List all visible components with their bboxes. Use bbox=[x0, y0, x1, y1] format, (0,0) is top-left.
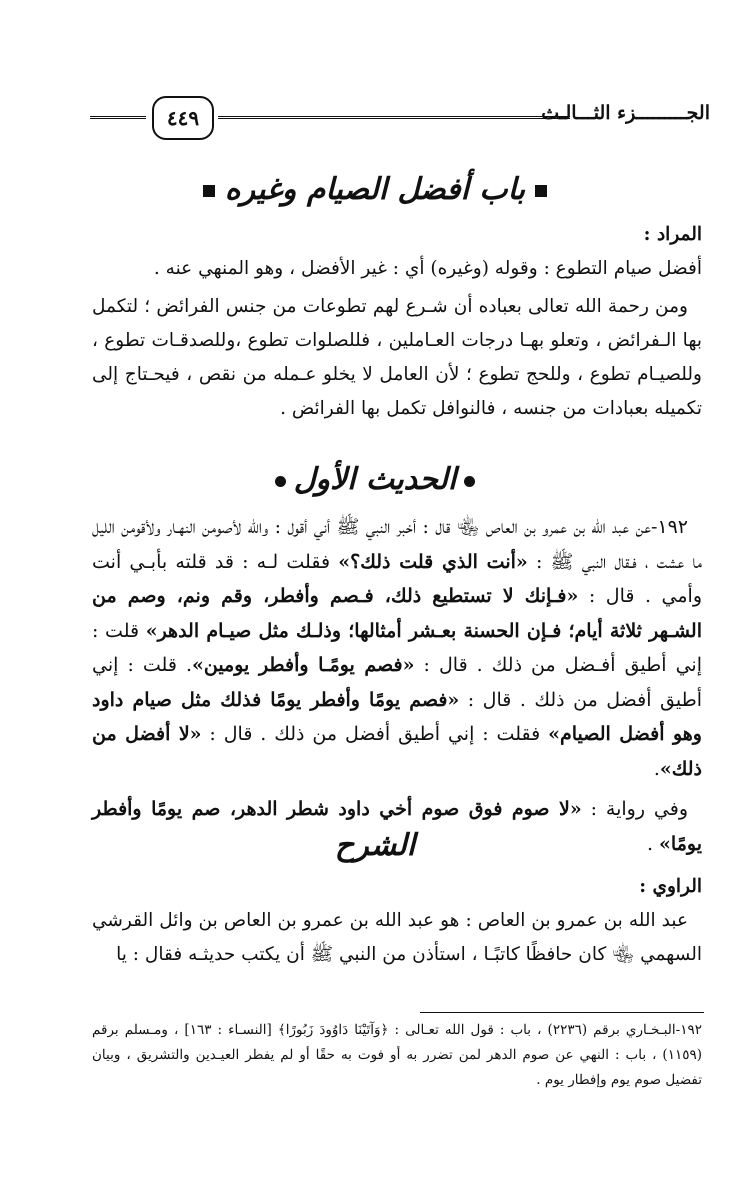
hadith-quote: «فـإنك لا تستطيع ذلك، فـصم وأفطر، وقم ونم، وصم من الشـهر ثلاثة أيام؛ فـإن الحسنة بعـشر أمثالها؛ وذلـك مثل صيـام الدهر» bbox=[92, 585, 702, 642]
hadith-quote: «أنت الذي قلت ذلك؟» bbox=[338, 550, 528, 573]
hadith-text-segment: . قلت : إني أطيق أفضل من ذلك . قال : bbox=[92, 654, 702, 711]
hadith-text-segment: فقلت : إني أطيق أفضل من ذلك . قال : bbox=[201, 723, 549, 745]
hadith-paragraph bbox=[92, 510, 702, 786]
intro-line: أفضل صيام التطوع : وقوله (وغيره) أي : غير الأفضل ، وهو المنهي عنه . bbox=[153, 258, 702, 279]
sharh-title: الشرح bbox=[334, 828, 416, 863]
page-number: ٤٤٩ bbox=[152, 96, 214, 140]
footnote-rule bbox=[420, 1012, 704, 1013]
hadith-title bbox=[0, 462, 750, 497]
header-rule bbox=[218, 116, 570, 122]
hadith-text-segment: فقلت لـه : قد قلته بأبـي أنت وأمي . قال : bbox=[92, 550, 703, 607]
rawi-label: الراوي : bbox=[639, 876, 702, 897]
hadith-quote: «فصم يومًـا وأفطر يومين» bbox=[191, 654, 415, 676]
rawi-text: عبد الله بن عمرو بن العاص : هو عبد الله بن عمرو بن العاص بن وائل القرشي السهمي ﵄ كان حافظًا كاتبًـا ، استأذن من النبي ﷺ أن يكتب حديثـه فقال : يا bbox=[92, 910, 702, 965]
dot-bullet-icon bbox=[275, 476, 286, 487]
hadith-quote: «لا أفضل من ذلك» bbox=[92, 723, 702, 780]
intro-paragraph: ومن رحمة الله تعالى بعباده أن شـرع لهم تطوعات من جنس الفرائض ؛ لتكمل بها الـفرائض ، وتعلو بهـا درجات العـاملين ، فللصلوات تطوع ،وللصدقـات تطوع ، وللصيـام تطوع ، وللحج تطوع ؛ لأن العامل لا يخلو عـمله من نقص ، فيحـتاج إلى تكميله بعبادات من جنسه ، فالنوافل تكمل بها الفرائض . bbox=[92, 296, 702, 419]
intro-section bbox=[92, 218, 702, 426]
footnotes bbox=[92, 1018, 702, 1093]
dot-bullet-icon bbox=[464, 476, 475, 487]
rawi-section bbox=[92, 870, 702, 972]
page-header bbox=[90, 96, 710, 142]
chapter-title bbox=[0, 172, 750, 207]
chapter-title-text: باب أفضل الصيام وغيره bbox=[224, 172, 526, 207]
footnote-192: ١٩٢-البـخـاري برقم (٢٢٣٦) ، باب : قول الله تعـالى : ﴿وَآتَيْنَا دَاوُودَ زَبُورًا﴾ [النسـاء : ١٦٣] ، ومـسلم برقم (١١٥٩) ، باب : النهي عن صوم الدهر لمن تضرر به أو فوت به حقًا أو لم يفطر العيـدين والتشريق ، وبيان تفضيل صوم يوم وإفطار يوم . bbox=[92, 1022, 702, 1088]
hadith-quote: «فصم يومًا وأفطر يومًا فذلك مثل صيام داود وهو أفضل الصيام» bbox=[92, 688, 702, 745]
square-bullet-icon bbox=[535, 185, 547, 197]
hadith-text-segment: قلت : إني أطيق أفـضل من ذلك . قال : bbox=[92, 619, 702, 676]
hadith-title-text: الحديث الأول bbox=[293, 462, 457, 497]
intro-label: المراد : bbox=[643, 224, 702, 245]
hadith-text-segment: وفي رواية : bbox=[581, 798, 689, 820]
hadith-text bbox=[92, 510, 702, 861]
running-title: الجـــــــــزء الثـــالـث bbox=[541, 102, 710, 124]
header-rule-short bbox=[90, 116, 146, 122]
hadith-text-segment: . bbox=[653, 757, 660, 780]
hadith-text-segment: . bbox=[646, 832, 660, 855]
hadith-quote: «لا صوم فوق صوم أخي داود شطر الدهر، صم يومًا وأفطر يومًا» bbox=[92, 798, 702, 855]
square-bullet-icon bbox=[203, 185, 215, 197]
hadith-text-segment: ١٩٢-عن عبد الله بن عمرو بن العاص ﵄ قال : أخبر النبي ﷺ أني أقول : والله لأصومن النهـار ولأقومن الليل ما عشت ، فـقال النبي ﷺ : bbox=[92, 516, 703, 573]
